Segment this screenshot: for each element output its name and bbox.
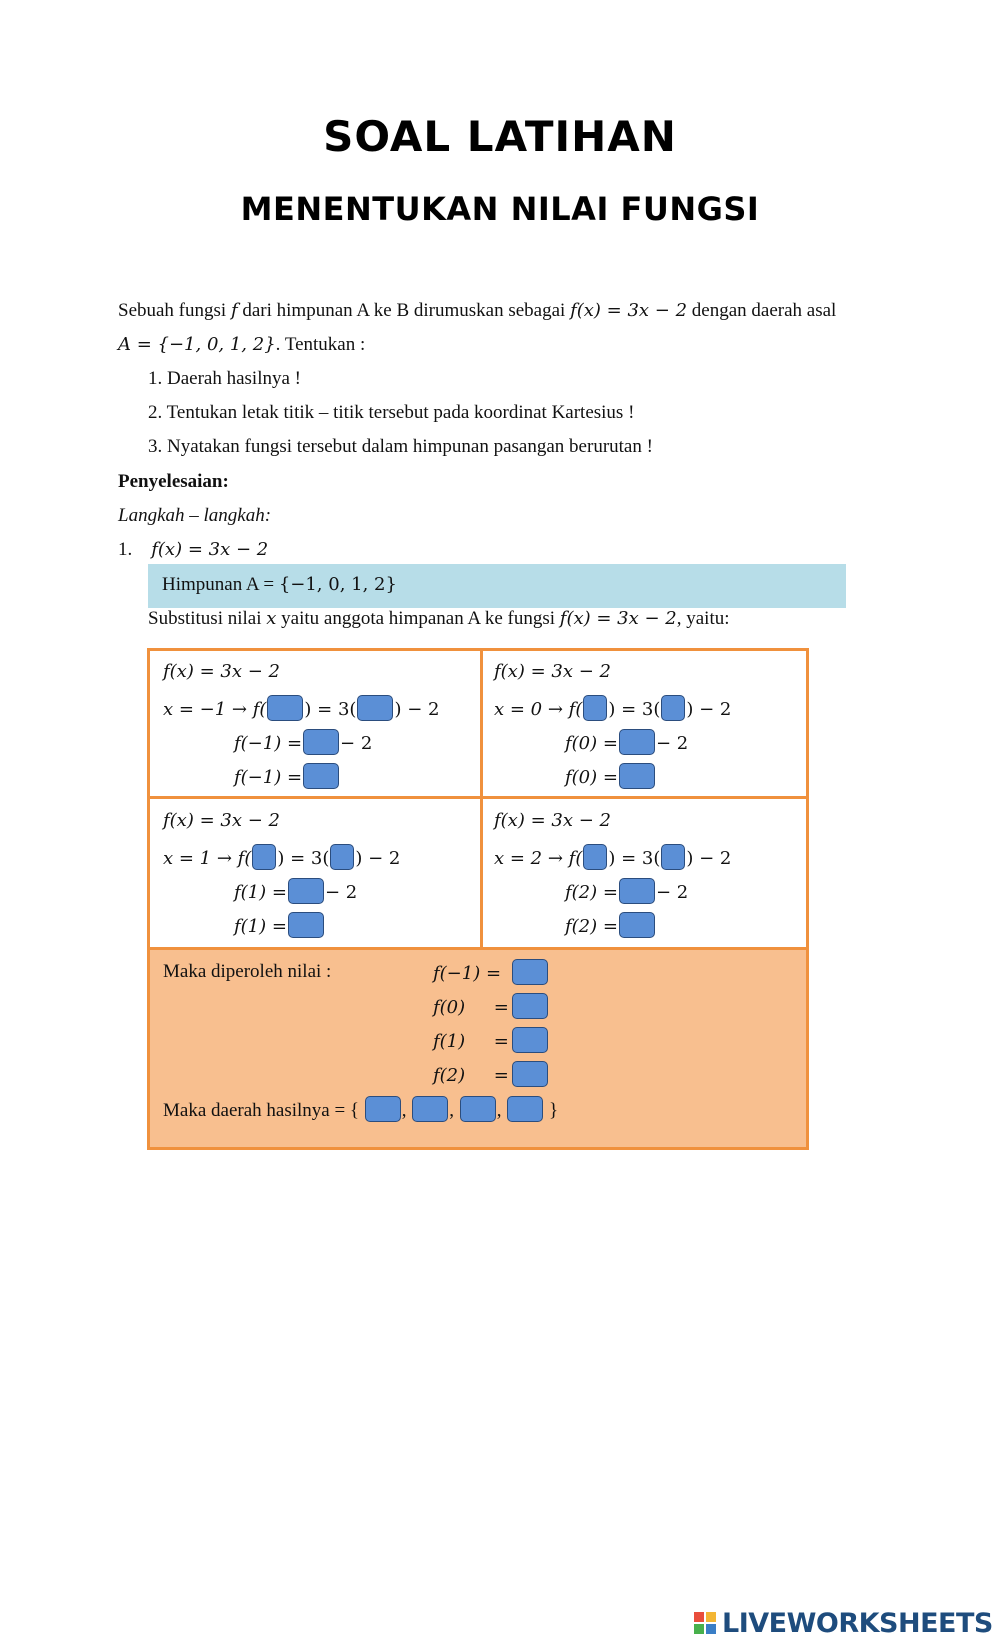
answer-box[interactable] xyxy=(619,763,655,789)
problem-intro-line: Sebuah fungsi f dari himpunan A ke B dirumuskan sebagai f(x) = 3x − 2 dengan daerah asal xyxy=(118,300,837,321)
range-line: Maka daerah hasilnya = { , , , } xyxy=(163,1096,558,1122)
answer-box[interactable] xyxy=(661,844,685,870)
logo-text: LIVEWORKSHEETS xyxy=(722,1607,993,1639)
summary-value-row: f(2) = xyxy=(433,1061,549,1087)
cell-substitution: x = 0 → f( ) = 3( ) − 2 xyxy=(494,695,731,721)
cell-substitution: x = −1 → f( ) = 3( ) − 2 xyxy=(163,695,439,721)
answer-box[interactable] xyxy=(512,959,548,985)
answer-box[interactable] xyxy=(267,695,303,721)
grid-divider xyxy=(150,796,806,799)
answer-box[interactable] xyxy=(512,1061,548,1087)
worksheet-subtitle: MENENTUKAN NILAI FUNGSI xyxy=(240,190,760,228)
cell-formula: f(x) = 3x − 2 xyxy=(494,661,611,682)
cell-step: f(0) = − 2 xyxy=(565,729,688,755)
answer-box[interactable] xyxy=(619,878,655,904)
answer-box[interactable] xyxy=(330,844,354,870)
answer-box[interactable] xyxy=(288,878,324,904)
summary-panel xyxy=(150,950,806,1147)
worksheet-title: SOAL LATIHAN xyxy=(323,112,677,161)
answer-box[interactable] xyxy=(460,1096,496,1122)
cell-formula: f(x) = 3x − 2 xyxy=(163,810,280,831)
logo-mark-icon xyxy=(694,1612,716,1634)
cell-step: f(2) = − 2 xyxy=(565,878,688,904)
answer-box[interactable] xyxy=(252,844,276,870)
substitution-grid xyxy=(147,648,809,1150)
summary-label: Maka diperoleh nilai : xyxy=(163,961,332,982)
grid-divider xyxy=(480,651,483,947)
summary-value-row: f(1) = xyxy=(433,1027,549,1053)
cell-step: f(1) = − 2 xyxy=(234,878,357,904)
cell-step: f(−1) = − 2 xyxy=(234,729,372,755)
problem-domain-line: A = {−1, 0, 1, 2}. Tentukan : xyxy=(118,334,366,355)
answer-box[interactable] xyxy=(507,1096,543,1122)
task-item: 1. Daerah hasilnya ! xyxy=(148,368,301,389)
answer-box[interactable] xyxy=(357,695,393,721)
answer-box[interactable] xyxy=(512,993,548,1019)
answer-box[interactable] xyxy=(583,844,607,870)
answer-box[interactable] xyxy=(288,912,324,938)
answer-box[interactable] xyxy=(619,729,655,755)
answer-box[interactable] xyxy=(583,695,607,721)
step-1: 1. f(x) = 3x − 2 xyxy=(118,539,269,560)
summary-value-row: f(0) = xyxy=(433,993,549,1019)
task-item: 2. Tentukan letak titik – titik tersebut pada koordinat Kartesius ! xyxy=(148,402,635,423)
cell-substitution: x = 1 → f( ) = 3( ) − 2 xyxy=(163,844,400,870)
answer-box[interactable] xyxy=(303,729,339,755)
task-item: 3. Nyatakan fungsi tersebut dalam himpunan pasangan berurutan ! xyxy=(148,436,653,457)
substitution-line: Substitusi nilai x yaitu anggota himpanan A ke fungsi f(x) = 3x − 2, yaitu: xyxy=(148,608,730,629)
answer-box[interactable] xyxy=(512,1027,548,1053)
liveworksheets-logo xyxy=(694,1608,993,1638)
cell-result: f(−1) = xyxy=(234,763,340,789)
cell-result: f(2) = xyxy=(565,912,656,938)
solution-heading: Penyelesaian: xyxy=(118,471,229,492)
himpunan-line: Himpunan A = {−1, 0, 1, 2} xyxy=(162,574,397,595)
answer-box[interactable] xyxy=(619,912,655,938)
summary-value-row: f(−1) = xyxy=(433,959,549,985)
cell-formula: f(x) = 3x − 2 xyxy=(494,810,611,831)
answer-box[interactable] xyxy=(412,1096,448,1122)
steps-label: Langkah – langkah: xyxy=(118,505,272,526)
answer-box[interactable] xyxy=(365,1096,401,1122)
cell-substitution: x = 2 → f( ) = 3( ) − 2 xyxy=(494,844,731,870)
cell-result: f(1) = xyxy=(234,912,325,938)
cell-formula: f(x) = 3x − 2 xyxy=(163,661,280,682)
answer-box[interactable] xyxy=(661,695,685,721)
answer-box[interactable] xyxy=(303,763,339,789)
cell-result: f(0) = xyxy=(565,763,656,789)
